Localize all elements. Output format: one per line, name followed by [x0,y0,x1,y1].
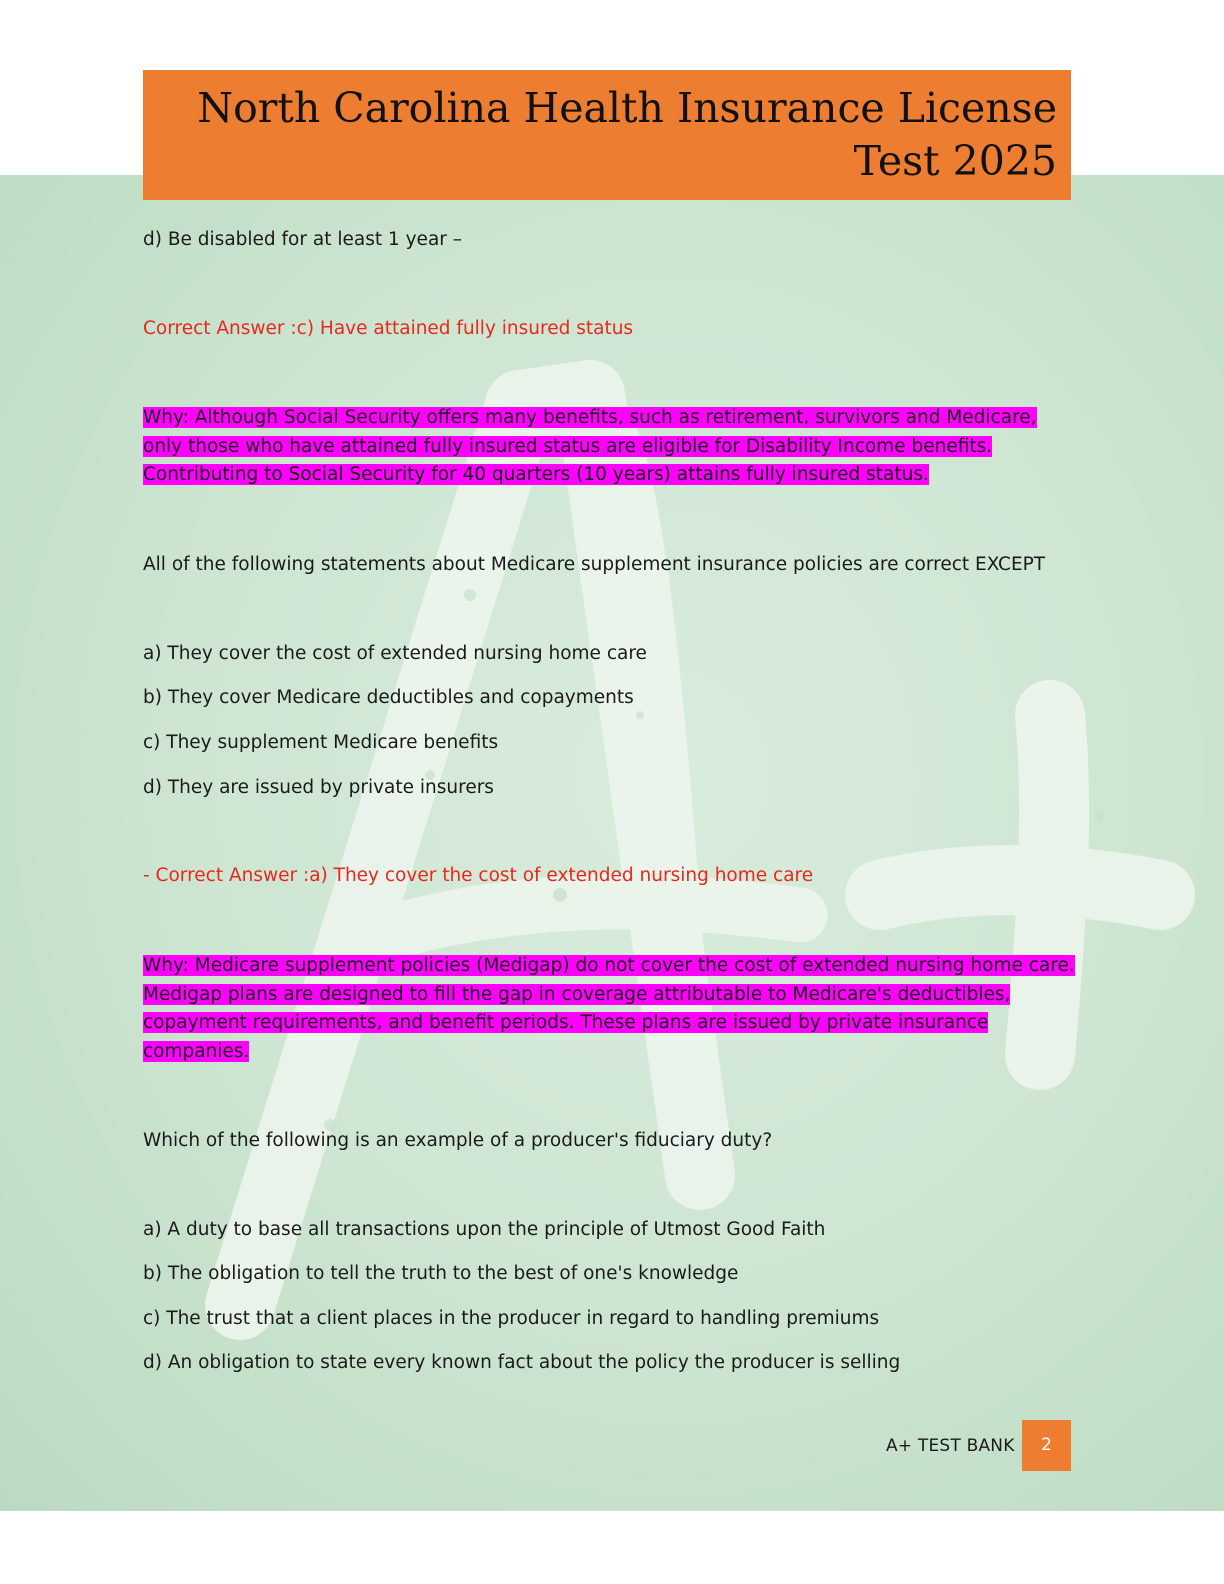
correct-answer: Correct Answer :c) Have attained fully insured status [143,318,634,339]
option-a: a) A duty to base all transactions upon the principle of Utmost Good Faith [143,1219,826,1240]
option-b: b) They cover Medicare deductibles and copayments [143,687,634,708]
explanation-text: Why: Although Social Security offers many benefits, such as retirement, survivors and Medicare, only those who have attained fully insured status are eligible for Disability Income benefits. Contributing to Social Security for 40 quarters (10 years) attains fully insured status. [143,407,1037,485]
explanation-block [143,952,1078,1066]
footer-label: A+ TEST BANK [886,1436,1015,1456]
question-text: All of the following statements about Medicare supplement insurance policies are correct EXCEPT [143,554,1046,575]
explanation-block [143,404,1073,490]
title-line-2: Test 2025 [853,137,1057,185]
page-title [177,82,1057,188]
page-number: 2 [1022,1420,1071,1471]
option-c: c) They supplement Medicare benefits [143,732,499,753]
option-c: c) The trust that a client places in the producer in regard to handling premiums [143,1308,880,1329]
option-d: d) An obligation to state every known fact about the policy the producer is selling [143,1352,901,1373]
title-line-1: North Carolina Health Insurance License [197,84,1057,132]
option-a: a) They cover the cost of extended nursing home care [143,643,647,664]
explanation-text: Why: Medicare supplement policies (Medigap) do not cover the cost of extended nursing home care. Medigap plans are designed to fill the gap in coverage attributable to Medicare's deductibles, copayment requirements, and benefit periods. These plans are issued by private insurance companies. [143,955,1075,1062]
option-b: b) The obligation to tell the truth to the best of one's knowledge [143,1263,739,1284]
option-d: d) Be disabled for at least 1 year – [143,229,463,250]
question-text: Which of the following is an example of a producer's fiduciary duty? [143,1130,773,1151]
option-d: d) They are issued by private insurers [143,777,494,798]
correct-answer: - Correct Answer :a) They cover the cost of extended nursing home care [143,865,814,886]
header-banner [143,70,1071,200]
